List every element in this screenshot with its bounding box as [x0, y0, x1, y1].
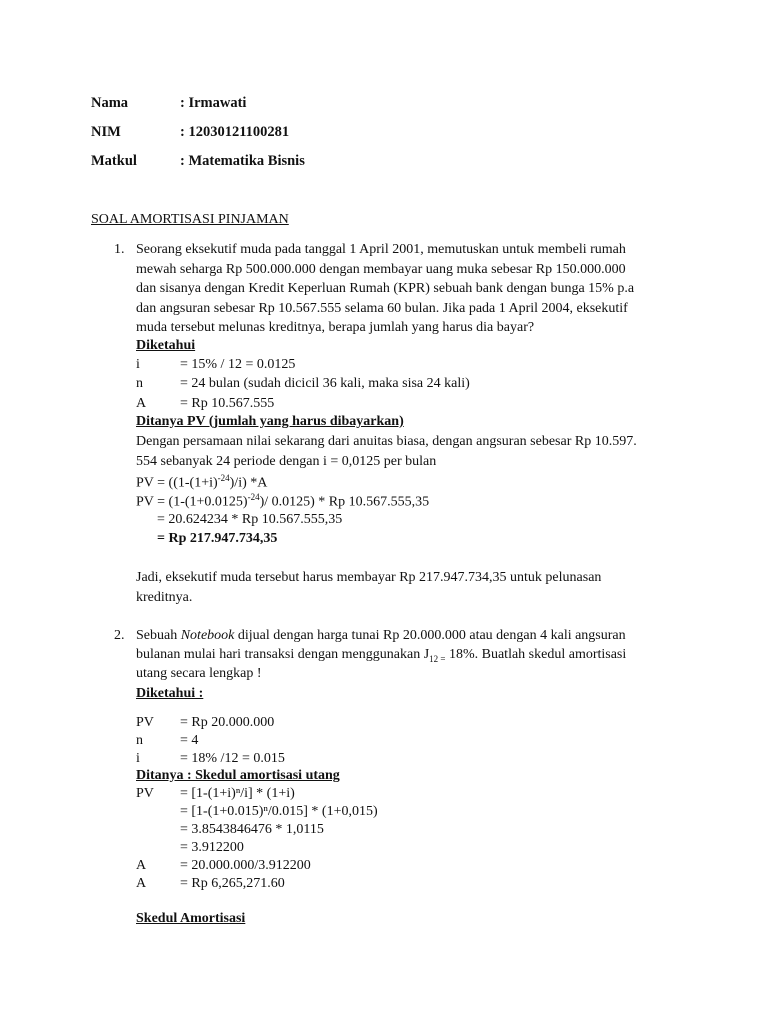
q2-known-sym: i [136, 751, 140, 766]
q2-line: utang secara lengkap ! [136, 666, 262, 681]
q2-line: Sebuah Notebook dijual dengan harga tunai Rp 20.000.000 atau dengan 4 kali angsuran [136, 628, 626, 643]
label-nama: Nama [91, 95, 129, 111]
q2-ditanya-label: Ditanya : Skedul amortisasi utang [136, 768, 340, 783]
q1-diketahui-label: Diketahui [136, 338, 196, 353]
q2-known-val: = Rp 20.000.000 [180, 715, 275, 730]
q2-calc-val: = [1-(1+i)ⁿ/i] * (1+i) [180, 786, 295, 801]
section-title: SOAL AMORTISASI PINJAMAN [91, 212, 289, 227]
q1-known-sym: n [136, 376, 143, 391]
value-nama: : Irmawati [180, 95, 247, 111]
q1-conclusion: kreditnya. [136, 590, 193, 605]
q1-conclusion: Jadi, eksekutif muda tersebut harus membayar Rp 217.947.734,35 untuk pelunasan [136, 570, 602, 585]
q1-formula-step: = 20.624234 * Rp 10.567.555,35 [157, 512, 343, 527]
q1-result: = Rp 217.947.734,35 [157, 531, 278, 546]
q2-calc-val: = 20.000.000/3.912200 [180, 858, 311, 873]
value-nim: : 12030121100281 [180, 124, 290, 140]
q1-number: 1. [114, 242, 125, 257]
q2-known-sym: PV [136, 715, 154, 730]
q1-line: mewah seharga Rp 500.000.000 dengan membayar uang muka sebesar Rp 150.000.000 [136, 261, 626, 277]
q1-known-sym: i [136, 357, 140, 372]
q1-explanation: 554 sebanyak 24 periode dengan i = 0,0125 per bulan [136, 454, 437, 469]
q1-line: muda tersebut melunas kreditnya, berapa jumlah yang harus dia bayar? [136, 320, 535, 336]
q1-ditanya-label: Ditanya PV (jumlah yang harus dibayarkan) [136, 414, 404, 429]
q2-diketahui-label: Diketahui : [136, 686, 204, 701]
q2-schedule-label: Skedul Amortisasi [136, 911, 246, 926]
q2-known-sym: n [136, 733, 143, 748]
q1-line: dan angsuran sebesar Rp 10.567.555 selama 60 bulan. Jika pada 1 April 2004, eksekutif [136, 300, 628, 316]
q1-known-sym: A [136, 396, 147, 411]
q1-formula-substituted: PV = $(1-(1+0.0125)^{-24})/$ 0.0125) * Rp 10.567.555,35 [136, 492, 430, 510]
q2-calc-sym: A [136, 858, 147, 873]
q2-calc-sym: PV [136, 786, 154, 801]
q1-line: Seorang eksekutif muda pada tanggal 1 April 2001, memutuskan untuk membeli rumah [136, 242, 626, 257]
q1-formula: PV = $((1-(1+i)^{-24})/i)$ *A [136, 473, 268, 491]
q2-line: bulanan mulai hari transaksi dengan menggunakan $J_{12 =}$ 18%. Buatlah skedul amortisasi [136, 647, 627, 664]
q2-calc-val: = [1-(1+0.015)ⁿ/0.015] * (1+0,015) [180, 804, 378, 819]
q2-calc-val: = 3.8543846476 * 1,0115 [180, 822, 324, 837]
q2-calc-val: = 3.912200 [180, 840, 244, 855]
q1-explanation: Dengan persamaan nilai sekarang dari anuitas biasa, dengan angsuran sebesar Rp 10.597. [136, 434, 637, 449]
q2-calc-sym: A [136, 876, 147, 891]
value-matkul: : Matematika Bisnis [180, 153, 305, 169]
q1-line: dan sisanya dengan Kredit Keperluan Rumah (KPR) sebuah bank dengan bunga 15% p.a [136, 281, 635, 297]
q2-known-val: = 4 [180, 733, 199, 748]
q1-known-val: = Rp 10.567.555 [180, 396, 275, 411]
q2-calc-val: = Rp 6,265,271.60 [180, 876, 285, 891]
q1-known-val: = 24 bulan (sudah dicicil 36 kali, maka sisa 24 kali) [180, 376, 470, 391]
label-matkul: Matkul [91, 153, 137, 169]
q2-known-val: = 18% /12 = 0.015 [180, 751, 285, 766]
q1-text [136, 240, 634, 338]
label-nim: NIM [91, 124, 121, 140]
q2-number: 2. [114, 628, 125, 643]
q1-known-val: = 15% / 12 = 0.0125 [180, 357, 296, 372]
